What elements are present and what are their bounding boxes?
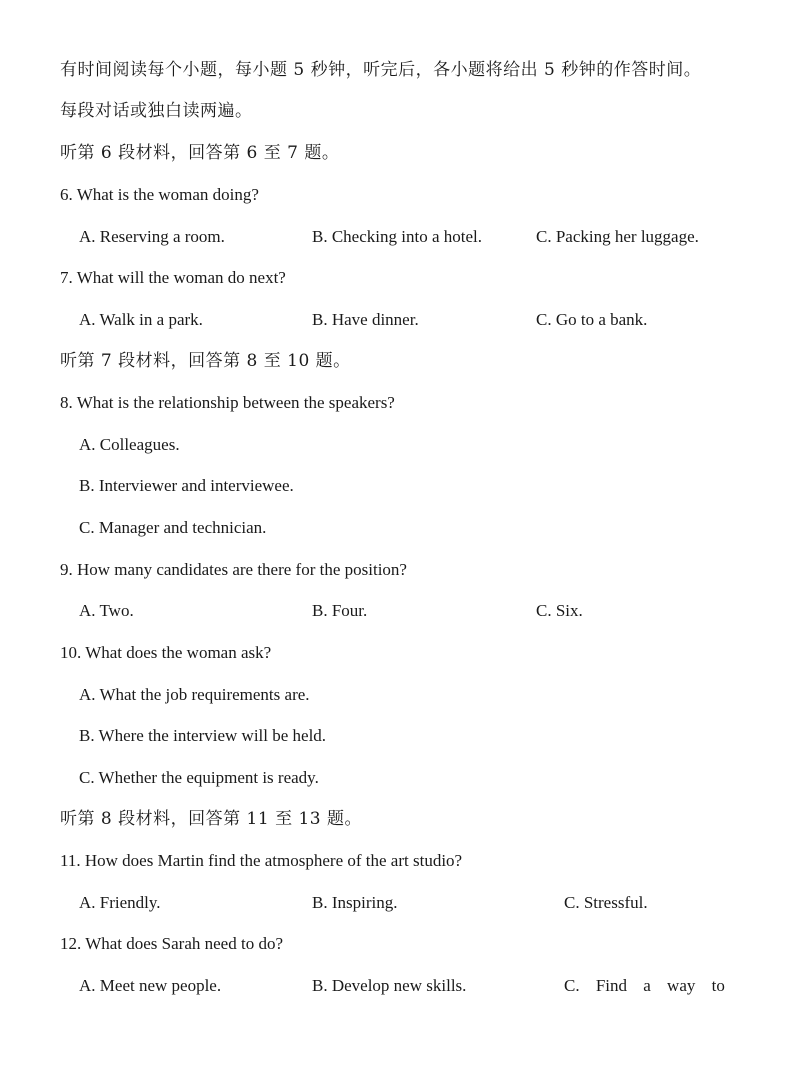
section-header-7: 听第 7 段材料，回答第 8 至 10 题。 xyxy=(60,351,351,371)
question-9-option-c: C. Six. xyxy=(536,601,583,620)
question-8-option-a: A. Colleagues. xyxy=(79,435,180,454)
question-11: 11. How does Martin find the atmosphere of the art studio? xyxy=(60,851,463,870)
instruction-line-1: 有时间阅读每个小题，每小题 5 秒钟，听完后，各小题将给出 5 秒钟的作答时间。 xyxy=(60,60,702,80)
question-11-option-b: B. Inspiring. xyxy=(312,893,398,912)
question-9-option-a: A. Two. xyxy=(79,601,134,620)
question-10-option-a: A. What the job requirements are. xyxy=(79,685,310,704)
question-7-option-b: B. Have dinner. xyxy=(312,310,419,329)
question-8: 8. What is the relationship between the speakers? xyxy=(60,393,395,412)
question-7-option-a: A. Walk in a park. xyxy=(79,310,203,329)
question-6-option-a: A. Reserving a room. xyxy=(79,227,225,246)
question-7: 7. What will the woman do next? xyxy=(60,268,286,287)
question-12: 12. What does Sarah need to do? xyxy=(60,934,283,953)
question-8-option-b: B. Interviewer and interviewee. xyxy=(79,476,294,495)
question-12-option-b: B. Develop new skills. xyxy=(312,976,467,995)
question-6-option-b: B. Checking into a hotel. xyxy=(312,227,482,246)
question-11-option-a: A. Friendly. xyxy=(79,893,161,912)
question-12-option-a: A. Meet new people. xyxy=(79,976,222,995)
question-10-option-c: C. Whether the equipment is ready. xyxy=(79,768,319,787)
question-8-option-c: C. Manager and technician. xyxy=(79,518,267,537)
instruction-line-2: 每段对话或独白读两遍。 xyxy=(60,101,253,121)
question-10-option-b: B. Where the interview will be held. xyxy=(79,726,327,745)
section-header-6: 听第 6 段材料，回答第 6 至 7 题。 xyxy=(60,143,340,163)
question-9-option-b: B. Four. xyxy=(312,601,368,620)
question-11-option-c: C. Stressful. xyxy=(564,893,648,912)
question-12-option-c: C. Find a way to xyxy=(564,976,725,995)
question-6-option-c: C. Packing her luggage. xyxy=(536,227,699,246)
section-header-8: 听第 8 段材料，回答第 11 至 13 题。 xyxy=(60,809,363,829)
question-9: 9. How many candidates are there for the position? xyxy=(60,560,407,579)
question-7-option-c: C. Go to a bank. xyxy=(536,310,648,329)
question-10: 10. What does the woman ask? xyxy=(60,643,272,662)
question-6: 6. What is the woman doing? xyxy=(60,185,259,204)
